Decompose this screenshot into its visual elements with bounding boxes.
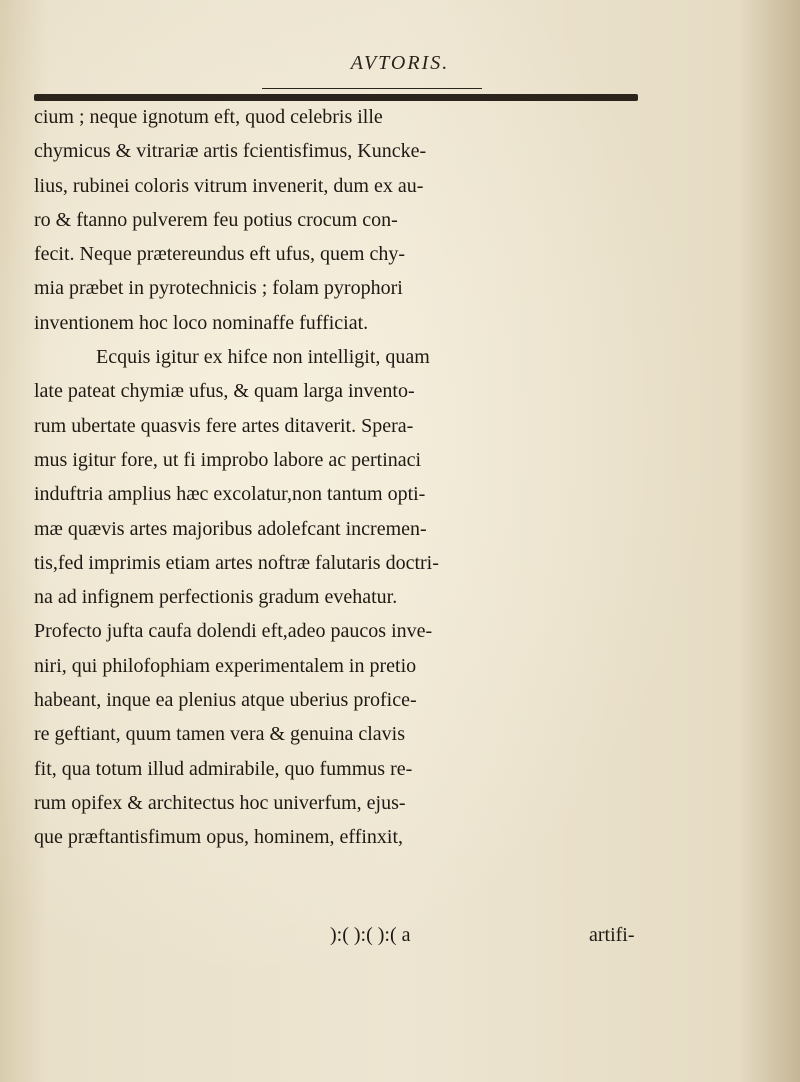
header-thin-rule bbox=[262, 88, 482, 89]
signature-mark: ):( ):( ):( a bbox=[330, 924, 411, 946]
text-line: ro & ftanno pulverem feu potius crocum con- bbox=[34, 208, 398, 231]
text-line: rum ubertate quasvis fere artes ditaverit. Spera- bbox=[34, 414, 414, 437]
text-line: na ad infignem perfectionis gradum evehatur. bbox=[34, 586, 398, 609]
body-text bbox=[34, 100, 654, 855]
text-line: Profecto jufta caufa dolendi eft,adeo paucos inve- bbox=[34, 620, 433, 643]
text-line: fecit. Neque prætereundus eft ufus, quem chy- bbox=[34, 243, 405, 266]
catchword: artifi- bbox=[589, 924, 635, 946]
text-line: Ecquis igitur ex hifce non intelligit, quam bbox=[96, 346, 430, 369]
text-line: tis,fed imprimis etiam artes noftræ falutaris doctri- bbox=[34, 551, 439, 574]
text-line: re geftiant, quum tamen vera & genuina clavis bbox=[34, 723, 405, 746]
text-line: chymicus & vitrariæ artis fcientisfimus, Kuncke- bbox=[34, 140, 427, 163]
text-line: inventionem hoc loco nominaffe fufficiat. bbox=[34, 311, 369, 334]
text-line: fit, qua totum illud admirabile, quo fummus re- bbox=[34, 757, 413, 780]
page-footer bbox=[330, 924, 660, 954]
text-line: rum opifex & architectus hoc univerfum, ejus- bbox=[34, 791, 406, 814]
text-line: late pateat chymiæ ufus, & quam larga invento- bbox=[34, 380, 415, 403]
text-line: mus igitur fore, ut fi improbo labore ac pertinaci bbox=[34, 448, 422, 471]
text-line: que præftantisfimum opus, hominem, effinxit, bbox=[34, 826, 404, 849]
text-line: habeant, inque ea plenius atque uberius profice- bbox=[34, 689, 417, 712]
text-line: niri, qui philofophiam experimentalem in pretio bbox=[34, 654, 417, 677]
running-head: AVTORIS. bbox=[350, 52, 450, 74]
text-line: induftria amplius hæc excolatur,non tantum opti- bbox=[34, 483, 426, 506]
text-line: cium ; neque ignotum eft, quod celebris ille bbox=[34, 106, 383, 128]
text-line: mia præbet in pyrotechnicis ; folam pyrophori bbox=[34, 277, 403, 300]
text-line: mæ quævis artes majoribus adolefcant incremen- bbox=[34, 517, 427, 540]
page-edge-shadow bbox=[740, 0, 800, 1082]
text-line: lius, rubinei coloris vitrum invenerit, dum ex au- bbox=[34, 174, 424, 197]
